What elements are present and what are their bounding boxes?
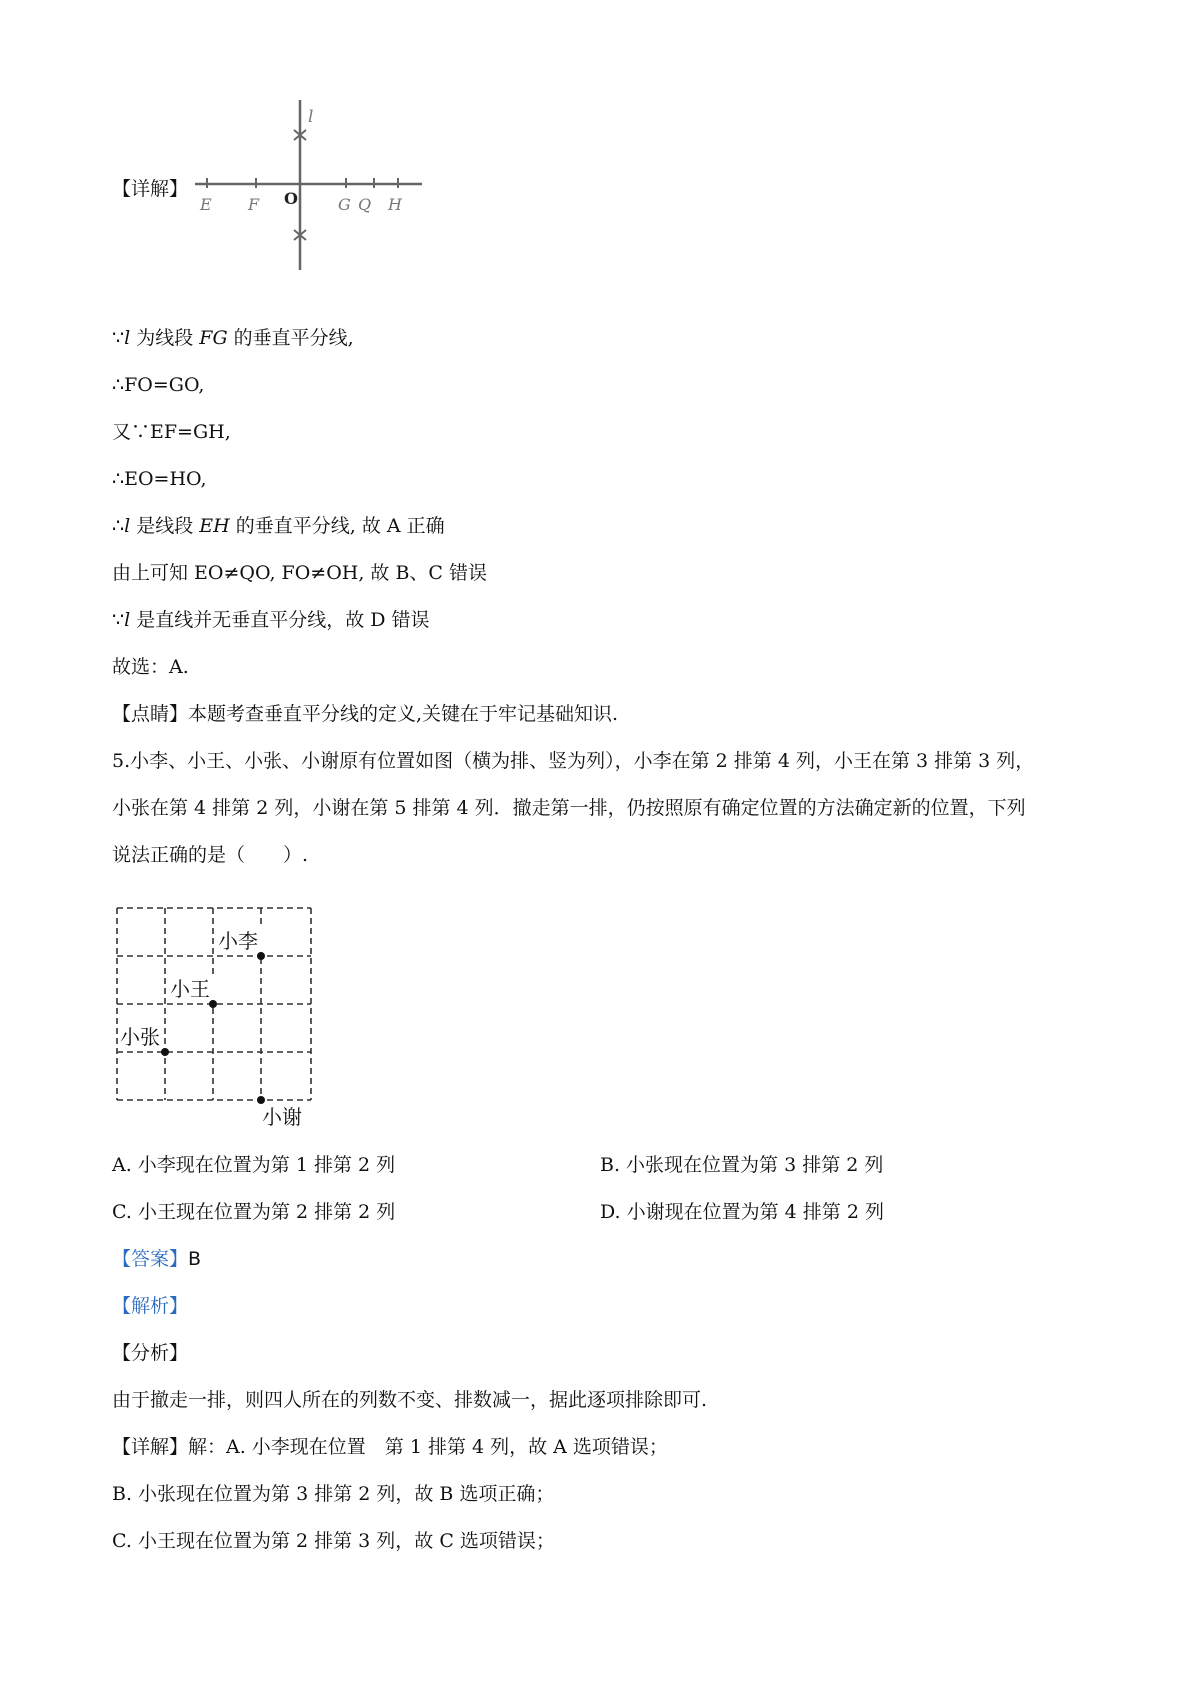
question-line-3: 说法正确的是（ ）.: [112, 844, 309, 866]
point-xiaozhang: [161, 1048, 169, 1056]
proof-line-7: ∵l 是直线并无垂直平分线，故 D 错误: [112, 609, 430, 631]
label-l: l: [308, 107, 314, 127]
proof-line-8: 故选：A.: [112, 656, 189, 678]
question-line-1: 5.小李、小王、小张、小谢原有位置如图（横为排、竖为列），小李在第 2 排第 4 列，小王在第 3 排第 3 列，: [112, 750, 1035, 772]
label-g: G: [338, 195, 351, 214]
answer: [112, 1246, 201, 1272]
detail2-line-1: 【详解】解：A. 小李现在位置 第 1 排第 4 列，故 A 选项错误；: [112, 1436, 668, 1458]
point-xiaoli: [257, 952, 265, 960]
detail2-line-3: C. 小王现在位置为第 2 排第 3 列，故 C 选项错误；: [112, 1530, 555, 1552]
seating-grid-figure: [100, 898, 330, 1133]
answer-label: 【答案】: [112, 1248, 189, 1270]
fenxi-text: 由于撤走一排，则四人所在的列数不变、排数减一，据此逐项排除即可.: [112, 1389, 708, 1411]
answer-value: B: [188, 1248, 202, 1270]
option-b: B. 小张现在位置为第 3 排第 2 列: [600, 1154, 884, 1176]
label-q: Q: [358, 195, 372, 214]
label-xiaozhang: 小张: [120, 1025, 160, 1049]
analysis-label: 【解析】: [112, 1295, 189, 1317]
proof-line-3: 又∵EF=GH,: [112, 421, 231, 443]
detail2-line-2: B. 小张现在位置为第 3 排第 2 列，故 B 选项正确；: [112, 1483, 555, 1505]
label-h: H: [388, 195, 402, 214]
label-xiaoli: 小李: [218, 929, 258, 953]
label-xiaowang: 小王: [170, 977, 210, 1001]
label-f: F: [248, 195, 260, 214]
proof-line-2: ∴FO=GO,: [112, 374, 205, 396]
proof-line-1: ∵l 为线段 FG 的垂直平分线,: [112, 327, 354, 349]
label-xiaoxie: 小谢: [262, 1105, 302, 1129]
label-e: E: [200, 195, 212, 214]
point-xiaowang: [209, 1000, 217, 1008]
detail-label: 【详解】: [112, 178, 189, 200]
option-a: A. 小李现在位置为第 1 排第 2 列: [112, 1154, 396, 1176]
key-point: 【点睛】本题考查垂直平分线的定义,关键在于牢记基础知识.: [112, 703, 619, 725]
point-xiaoxie: [257, 1096, 265, 1104]
label-o: O: [284, 189, 298, 208]
proof-line-5: ∴l 是线段 EH 的垂直平分线, 故 A 正确: [112, 515, 445, 537]
option-d: D. 小谢现在位置为第 4 排第 2 列: [600, 1201, 884, 1223]
perpendicular-bisector-figure: [190, 98, 430, 278]
proof-line-6: 由上可知 EO≠QO, FO≠OH, 故 B、C 错误: [112, 562, 488, 584]
option-c: C. 小王现在位置为第 2 排第 2 列: [112, 1201, 396, 1223]
question-line-2: 小张在第 4 排第 2 列，小谢在第 5 排第 4 列．撤走第一排，仍按照原有确定位置的方法确定新的位置，下列: [112, 797, 1026, 819]
fenxi-label: 【分析】: [112, 1342, 189, 1364]
proof-line-4: ∴EO=HO,: [112, 468, 207, 490]
